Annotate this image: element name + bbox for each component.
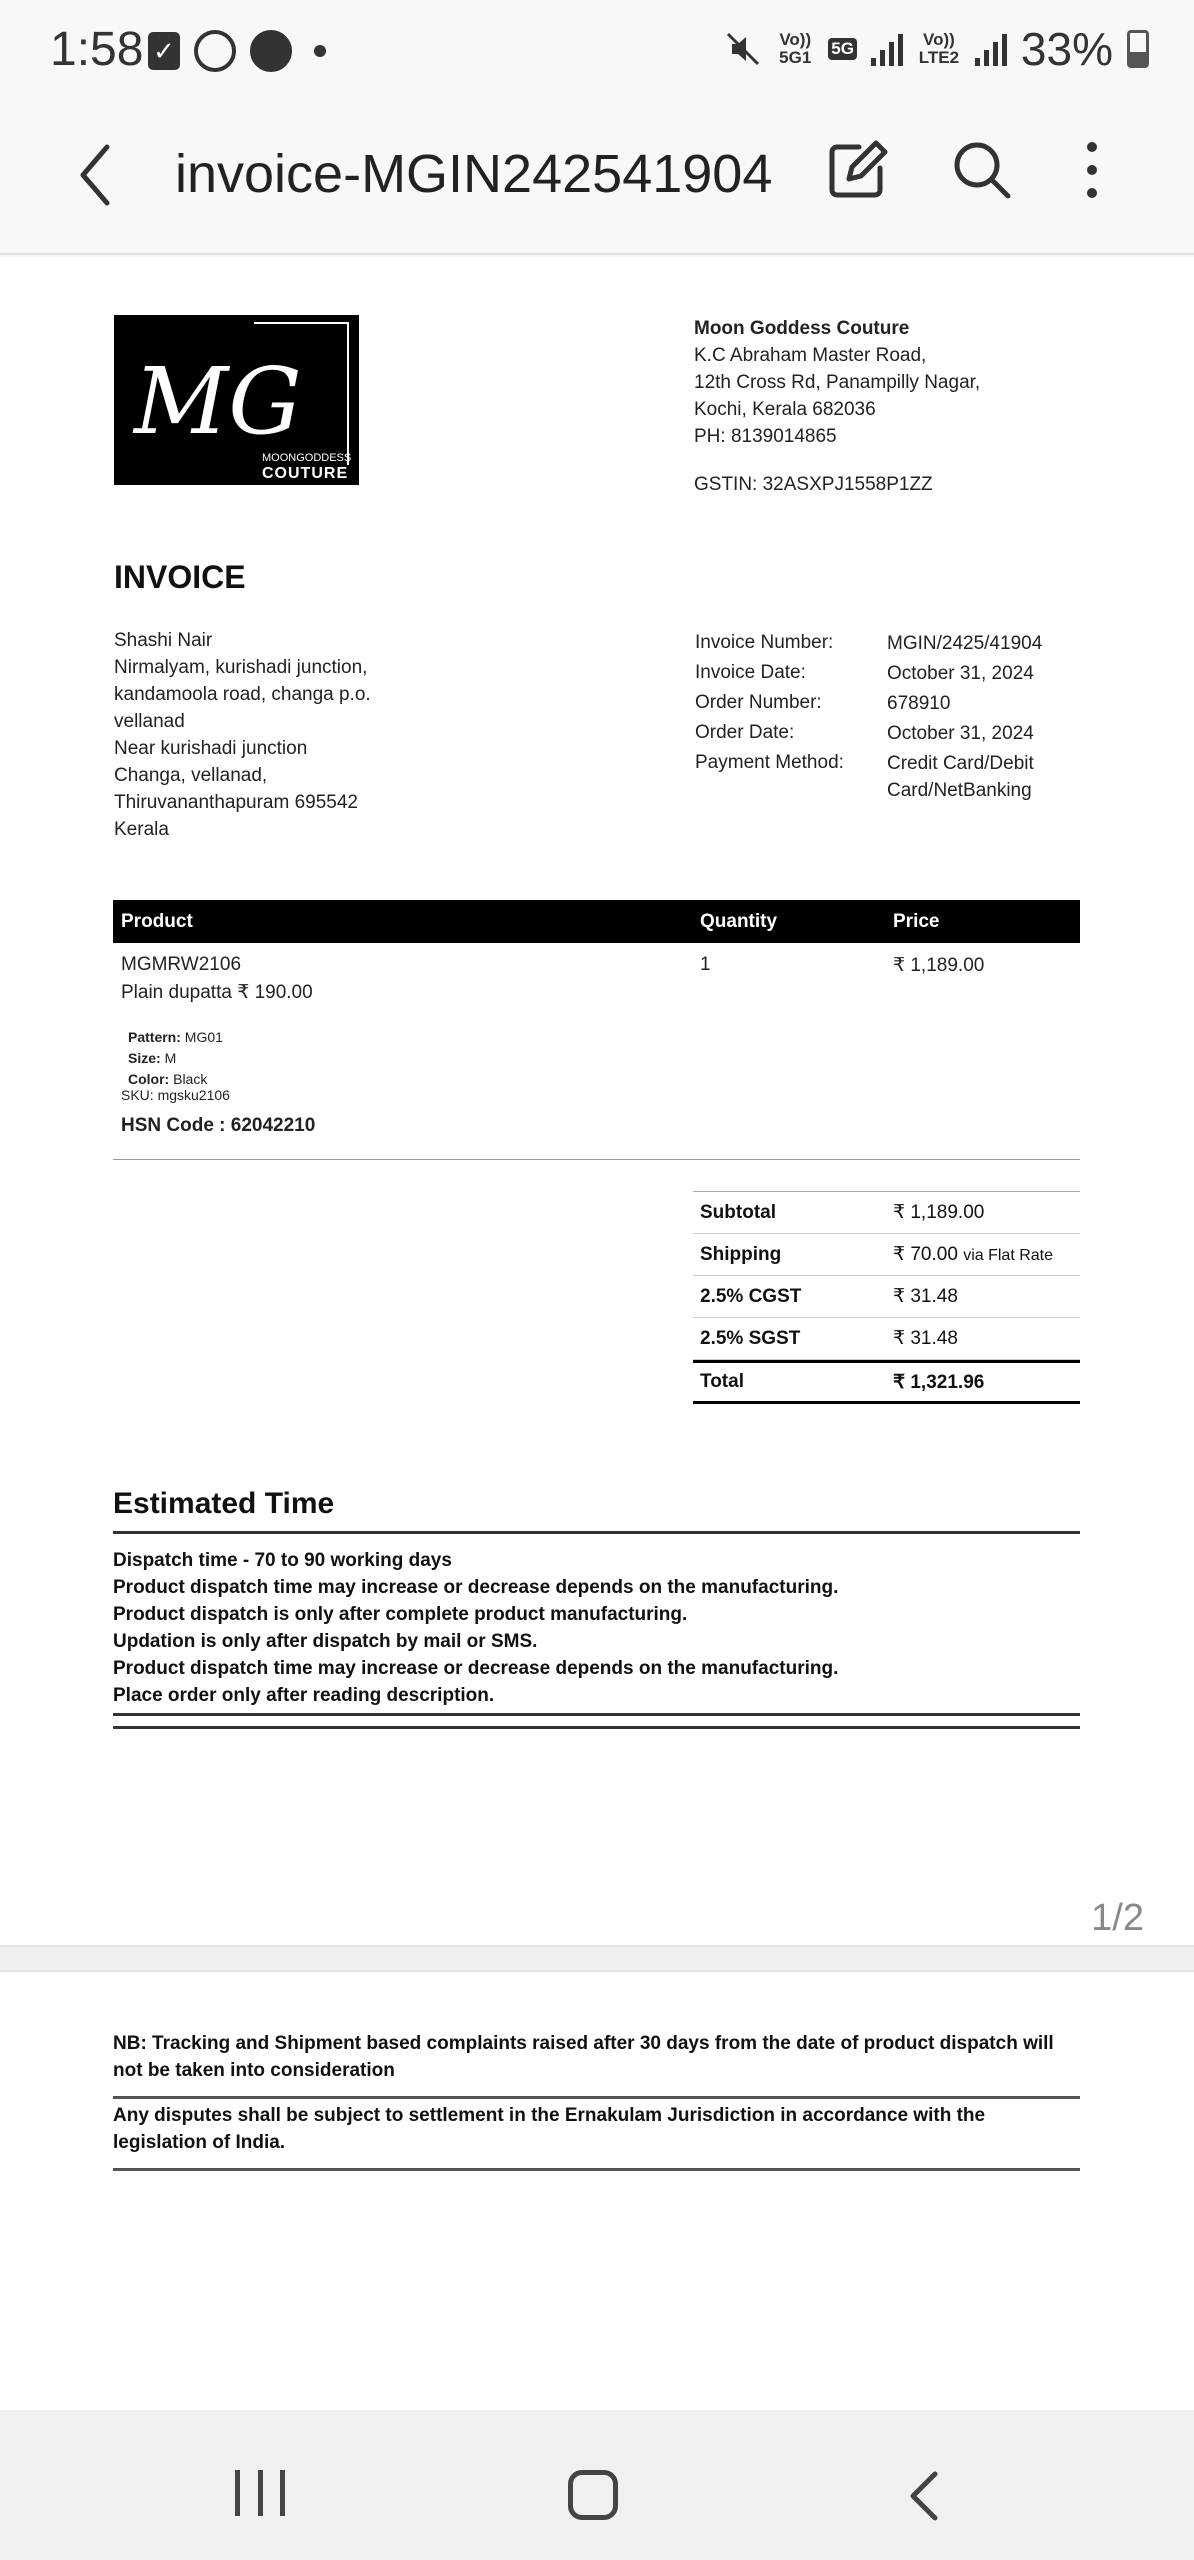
signal-icon xyxy=(871,32,903,66)
order-date: October 31, 2024 xyxy=(887,723,1034,744)
battery-icon xyxy=(1127,30,1149,68)
invoice-heading: INVOICE xyxy=(114,559,246,595)
shipping-value: ₹ 70.00 xyxy=(893,1244,958,1265)
billing-line: Near kurishadi junction xyxy=(114,738,308,759)
totals-table xyxy=(693,1191,1080,1404)
size-value: M xyxy=(164,1050,177,1066)
status-time: 1:58 xyxy=(50,23,144,76)
dot-icon xyxy=(314,45,326,57)
column-header-price: Price xyxy=(893,910,940,932)
subtotal-value: ₹ 1,189.00 xyxy=(893,1202,985,1223)
shipping-method: via Flat Rate xyxy=(963,1247,1054,1264)
billing-line: Thiruvananthapuram 695542 xyxy=(114,792,359,813)
edit-icon[interactable] xyxy=(825,135,889,205)
seller-gstin: GSTIN: 32ASXPJ1558P1ZZ xyxy=(694,474,933,495)
status-bar xyxy=(0,0,1194,105)
product-attributes xyxy=(128,1027,223,1090)
more-icon[interactable] xyxy=(1070,135,1114,205)
size-label: Size: xyxy=(128,1050,161,1066)
color-label: Color: xyxy=(128,1071,170,1087)
divider xyxy=(113,1726,1080,1729)
note-line: Dispatch time - 70 to 90 working days xyxy=(113,1550,452,1571)
product-sku: SKU: mgsku2106 xyxy=(121,1087,230,1103)
divider xyxy=(113,1713,1080,1716)
cgst-row xyxy=(693,1276,1080,1318)
billing-line: Kerala xyxy=(114,819,169,840)
page-gap xyxy=(0,1945,1194,1972)
table-header xyxy=(113,900,1080,943)
page-indicator: 1/2 xyxy=(1091,1897,1144,1939)
cgst-value: ₹ 31.48 xyxy=(893,1286,958,1307)
brand-logo xyxy=(114,315,359,485)
total-value: ₹ 1,321.96 xyxy=(893,1371,985,1393)
home-icon[interactable] xyxy=(568,2470,618,2520)
note-line: Place order only after reading description. xyxy=(113,1685,495,1706)
shipping-cell xyxy=(886,1243,1080,1266)
invoice-meta xyxy=(695,628,1077,804)
note-line: Product dispatch is only after complete product manufacturing. xyxy=(113,1604,688,1625)
column-header-quantity: Quantity xyxy=(700,910,778,932)
note-line: Updation is only after dispatch by mail or SMS. xyxy=(113,1631,538,1652)
recents-icon[interactable] xyxy=(235,2470,285,2516)
pattern-value: MG01 xyxy=(184,1029,223,1045)
invoice-date-label: Invoice Date: xyxy=(695,662,806,683)
app-bar xyxy=(0,105,1194,255)
hsn-code: HSN Code : 62042210 xyxy=(121,1115,316,1136)
disputes-note: Any disputes shall be subject to settlement in the Ernakulam Jurisdiction in accordance with the legislation of India. xyxy=(113,2102,1080,2171)
system-status xyxy=(724,22,1149,76)
meta-row xyxy=(695,688,1077,718)
sgst-value: ₹ 31.48 xyxy=(893,1328,958,1349)
back-icon[interactable] xyxy=(65,135,125,215)
meta-row xyxy=(695,748,1077,804)
logo-line-1: MOONGODDESS xyxy=(262,452,352,464)
mute-icon xyxy=(724,30,762,68)
billing-line: vellanad xyxy=(114,711,185,732)
shipping-row xyxy=(693,1234,1080,1276)
note-line: Product dispatch time may increase or decrease depends on the manufacturing. xyxy=(113,1577,839,1598)
order-number: 678910 xyxy=(887,693,951,714)
total-label: Total xyxy=(700,1371,744,1392)
seller-address-line: Kochi, Kerala 682036 xyxy=(694,399,876,420)
back-nav-icon[interactable] xyxy=(905,2468,945,2524)
sgst-row xyxy=(693,1318,1080,1360)
seller-address-line: K.C Abraham Master Road, xyxy=(694,345,927,366)
customer-name: Shashi Nair xyxy=(114,630,213,651)
items-table xyxy=(113,900,1080,1160)
order-date-label: Order Date: xyxy=(695,722,795,743)
billing-address xyxy=(114,627,371,843)
seller-phone: PH: 8139014865 xyxy=(694,426,837,447)
payment-method-label: Payment Method: xyxy=(695,752,844,773)
meta-row xyxy=(695,628,1077,658)
note-line: Product dispatch time may increase or decrease depends on the manufacturing. xyxy=(113,1658,839,1679)
invoice-number: MGIN/2425/41904 xyxy=(887,633,1043,654)
document-title: invoice-MGIN242541904 xyxy=(175,144,773,204)
logo-monogram: MG xyxy=(134,348,302,455)
meta-row xyxy=(695,658,1077,688)
billing-line: Changa, vellanad, xyxy=(114,765,268,786)
seller-address xyxy=(694,315,980,498)
billing-line: Nirmalyam, kurishadi junction, xyxy=(114,657,368,678)
color-value: Black xyxy=(173,1071,208,1087)
document-page-2[interactable] xyxy=(0,1972,1194,2410)
checkbox-notification-icon: ✓ xyxy=(148,32,180,70)
battery-percent: 33% xyxy=(1020,23,1113,75)
shopping-bag-icon xyxy=(250,30,292,72)
product-addon: Plain dupatta ₹ 190.00 xyxy=(121,982,313,1003)
seller-address-line: 12th Cross Rd, Panampilly Nagar, xyxy=(694,372,981,393)
document-page-1[interactable] xyxy=(0,257,1194,1945)
nb-note: NB: Tracking and Shipment based complaints raised after 30 days from the date of product dispatch will not be taken into consideration xyxy=(113,2030,1080,2099)
billing-line: kandamoola road, changa p.o. xyxy=(114,684,371,705)
search-icon[interactable] xyxy=(950,135,1014,205)
estimated-time-notes xyxy=(113,1547,838,1709)
shipping-label: Shipping xyxy=(700,1243,782,1265)
total-row xyxy=(693,1360,1080,1404)
subtotal-label: Subtotal xyxy=(700,1201,776,1223)
meta-row xyxy=(695,718,1077,748)
pattern-label: Pattern: xyxy=(128,1029,181,1045)
estimated-time-heading: Estimated Time xyxy=(113,1487,1080,1534)
table-row xyxy=(113,943,1080,1160)
network-5g-badge: 5G xyxy=(828,38,857,60)
whatsapp-icon xyxy=(194,30,236,72)
product-code: MGMRW2106 xyxy=(121,954,242,975)
item-quantity: 1 xyxy=(700,954,711,975)
invoice-number-label: Invoice Number: xyxy=(695,632,834,653)
cgst-label: 2.5% CGST xyxy=(700,1285,802,1307)
payment-method: Credit Card/Debit Card/NetBanking xyxy=(887,753,1034,801)
seller-name: Moon Goddess Couture xyxy=(694,318,910,339)
item-price: ₹ 1,189.00 xyxy=(893,955,985,976)
invoice-date: October 31, 2024 xyxy=(887,663,1034,684)
network-2-label: Vo)) LTE2 xyxy=(918,30,960,67)
logo-line-2: COUTURE xyxy=(262,465,349,482)
sgst-label: 2.5% SGST xyxy=(700,1327,801,1349)
navigation-bar xyxy=(0,2410,1194,2560)
signal-icon xyxy=(975,32,1007,66)
order-number-label: Order Number: xyxy=(695,692,822,713)
notification-icons xyxy=(148,30,326,72)
subtotal-row xyxy=(693,1192,1080,1234)
column-header-product: Product xyxy=(121,910,193,932)
network-1-label: Vo)) 5G1 xyxy=(779,30,812,67)
